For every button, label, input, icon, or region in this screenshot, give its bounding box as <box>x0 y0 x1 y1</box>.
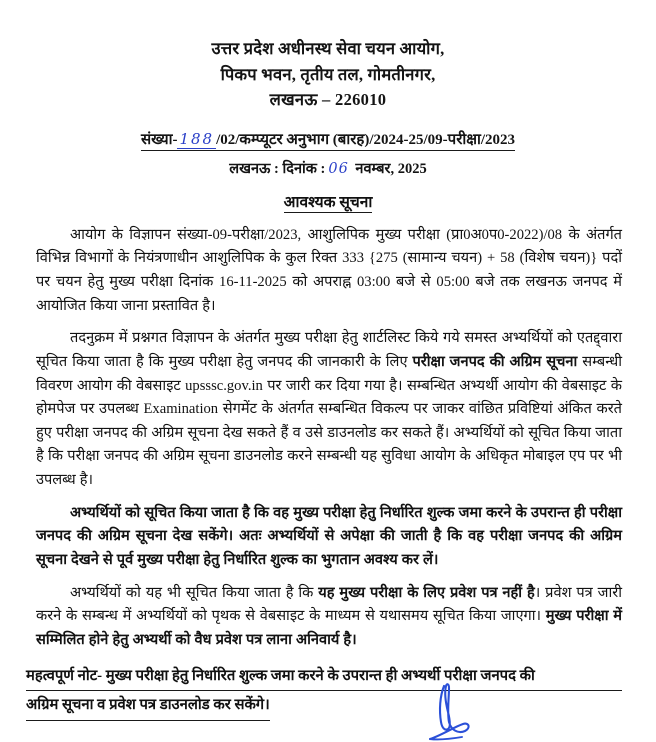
paragraph-2-lead: तदनुक्रम में प्रश्नगत विज्ञापन के अंतर्गत मुख्य परीक्षा हेतु शार्टलिस्ट किये गये समस्त अभ्यर्थियों को एतद्द्वारा सूचित किया जाता है कि मुख्य परीक्षा हेतु जनपद की जानकारी के लिए <box>36 330 622 370</box>
handwritten-date-day: 06 <box>328 160 349 177</box>
paragraph-4 <box>36 582 622 653</box>
handwritten-reference-number: 188 <box>179 129 215 148</box>
important-note-line-2: अग्रिम सूचना व प्रवेश पत्र डाउनलोड कर सकेंगे। <box>26 691 270 721</box>
date-label: दिनांक : <box>282 160 326 177</box>
paragraph-4-emphasis-1: यह मुख्य परीक्षा के लिए प्रवेश पत्र नहीं है <box>318 584 535 601</box>
paragraph-3-text: अभ्यर्थियों को सूचित किया जाता है कि वह मुख्य परीक्षा हेतु निर्धारित शुल्क जमा करने के उपरान्त ही परीक्षा जनपद की अग्रिम सूचना देख सकेंगे। अतः अभ्यर्थियों से अपेक्षा की जाती है कि वह परीक्षा जनपद की अग्रिम सूचना देखने से पूर्व मुख्य परीक्षा हेतु निर्धारित शुल्क का भुगतान अवश्य कर लें। <box>36 504 622 569</box>
reference-prefix: संख्या- <box>140 131 178 148</box>
important-note-line-1: महत्वपूर्ण नोट- मुख्य परीक्षा हेतु निर्धारित शुल्क जमा करने के उपरान्त ही अभ्यर्थी परीक्षा जनपद की <box>26 662 622 692</box>
place-label: लखनऊ : <box>229 160 279 177</box>
reference-number-line <box>141 129 515 151</box>
paragraph-2 <box>36 327 622 492</box>
document-title <box>0 190 656 212</box>
paragraph-2-emphasis: परीक्षा जनपद की अग्रिम सूचना <box>412 353 578 370</box>
reference-suffix: /02/कम्प्यूटर अनुभाग (बारह)/2024-25/09-परीक्षा/2023 <box>216 131 516 148</box>
paragraph-2-tail: सम्बन्धी विवरण आयोग की वेबसाइट upsssc.gov.in पर जारी कर दिया गया है। सम्बन्धित अभ्यर्थी आयोग की वेबसाइट के होमपेज पर उपलब्ध Examination सेगमेंट के अंतर्गत सम्बन्धित विकल्प पर जाकर वांछित प्रविष्टियां अंकित करते हुए परीक्षा जनपद की अग्रिम सूचना देख सकते हैं व उसे डाउनलोड कर सकते हैं। अभ्यर्थियों को सूचित किया जाता है कि परीक्षा जनपद की अग्रिम सूचना डाउनलोड करने सम्बन्धी यह सुविधा आयोग के अधिकृत मोबाइल एप पर भी उपलब्ध है। <box>36 353 622 489</box>
paragraph-1 <box>36 224 622 319</box>
document-title-text: आवश्यक सूचना <box>283 193 373 211</box>
signature <box>370 682 560 742</box>
paragraph-3 <box>36 502 622 573</box>
organisation-city-pin: लखनऊ – 226010 <box>269 90 387 110</box>
signature-ink-icon <box>370 682 560 742</box>
document-body <box>0 224 656 653</box>
paragraph-4-lead: अभ्यर्थियों को यह भी सूचित किया जाता है कि <box>70 584 319 601</box>
organisation-address: पिकप भवन, तृतीय तल, गोमतीनगर, <box>220 64 436 84</box>
organisation-name: उत्तर प्रदेश अधीनस्थ सेवा चयन आयोग, <box>211 39 445 58</box>
place-and-date-line <box>0 158 656 178</box>
reference-block <box>0 129 656 178</box>
letterhead <box>0 0 656 113</box>
paragraph-4-mid: । प्रवेश पत्र जारी करने के सम्बन्ध में अभ्यर्थियों को पृथक से वेबसाइट के माध्यम से यथासमय सूचित किया जाएगा। <box>36 584 622 625</box>
paragraph-1-text: आयोग के विज्ञापन संख्या-09-परीक्षा/2023, आशुलिपिक मुख्य परीक्षा (प्रा0अ0प0-2022)/08 के अंतर्गत विभिन्न विभागों के नियंत्रणाधीन आशुलिपिक के कुल रिक्त 333 {275 (सामान्य चयन) + 58 (विशेष चयन)} पदों पर चयन हेतु मुख्य परीक्षा दिनांक 16-11-2025 को अपराह्न 03:00 बजे से 05:00 बजे तक लखनऊ जनपद में आयोजित किया जाना प्रस्तावित है। <box>36 226 622 314</box>
paragraph-4-emphasis-2: मुख्य परीक्षा में सम्मिलित होने हेतु अभ्यर्थी को वैध प्रवेश पत्र लाना अनिवार्य है। <box>36 608 623 648</box>
date-month-year: नवम्बर, 2025 <box>355 160 427 177</box>
